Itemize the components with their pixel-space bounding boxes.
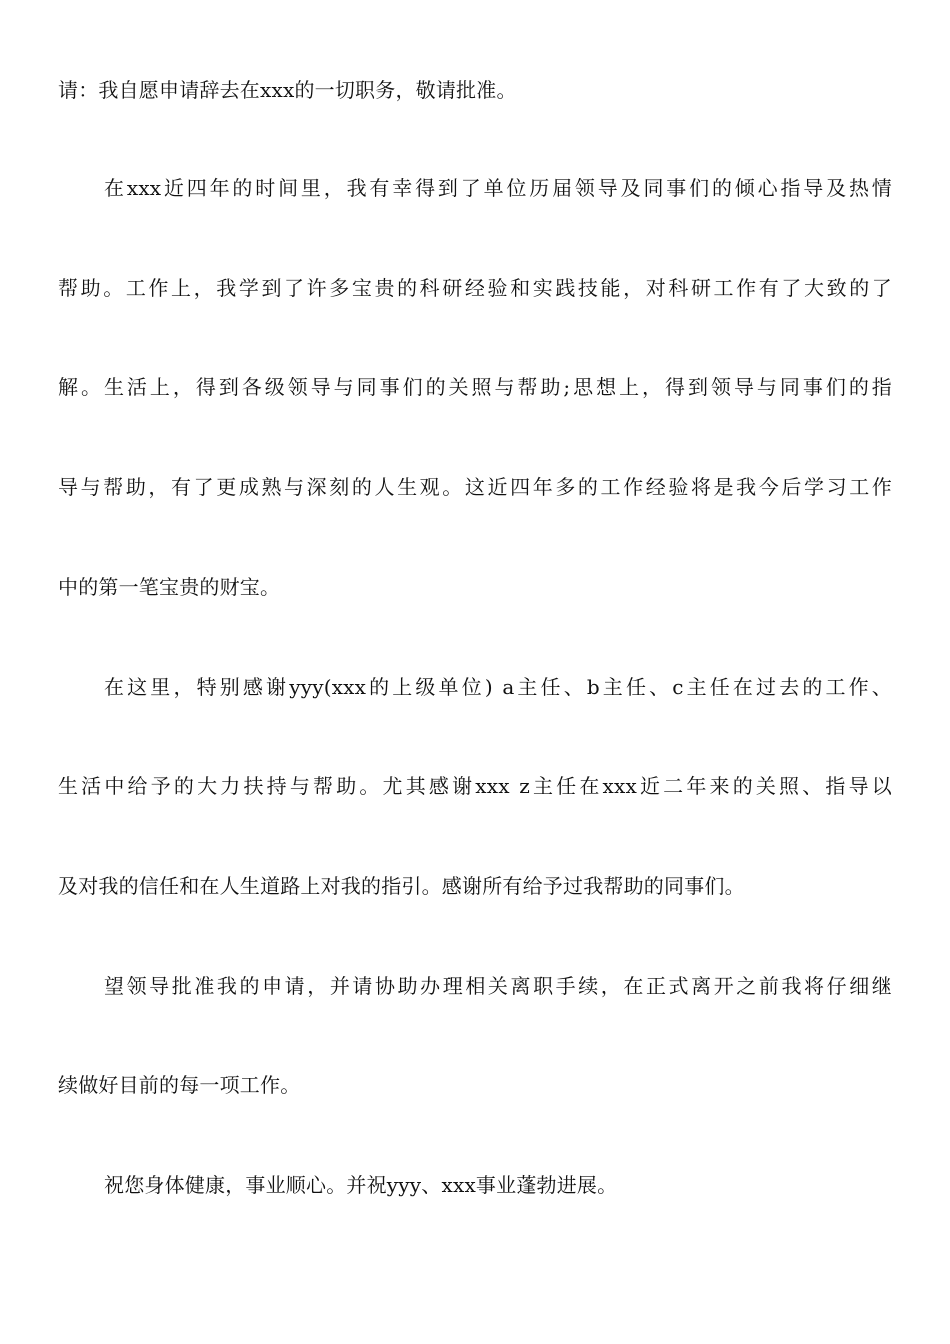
text-line-7: 在这里，特别感谢yyy(xxx的上级单位) a主任、b主任、c主任在过去的工作、 — [104, 675, 892, 699]
text-line-10: 望领导批准我的申请，并请协助办理相关离职手续，在正式离开之前我将仔细继 — [104, 974, 892, 998]
text-line-9: 及对我的信任和在人生道路上对我的指引。感谢所有给予过我帮助的同事们。 — [58, 874, 745, 898]
text-line-2: 在xxx近四年的时间里，我有幸得到了单位历届领导及同事们的倾心指导及热情 — [104, 176, 892, 200]
text-line-12: 祝您身体健康，事业顺心。并祝yyy、xxx事业蓬勃进展。 — [104, 1173, 618, 1197]
text-line-8: 生活中给予的大力扶持与帮助。尤其感谢xxx z主任在xxx近二年来的关照、指导以 — [58, 774, 892, 798]
text-line-5: 导与帮助，有了更成熟与深刻的人生观。这近四年多的工作经验将是我今后学习工作 — [58, 475, 892, 499]
text-line-6: 中的第一笔宝贵的财宝。 — [58, 575, 281, 599]
text-line-1: 请：我自愿申请辞去在xxx的一切职务，敬请批准。 — [58, 78, 517, 102]
text-line-11: 续做好目前的每一项工作。 — [58, 1073, 301, 1097]
text-line-3: 帮助。工作上，我学到了许多宝贵的科研经验和实践技能，对科研工作有了大致的了 — [58, 276, 892, 300]
text-line-4: 解。生活上，得到各级领导与同事们的关照与帮助;思想上，得到领导与同事们的指 — [58, 375, 892, 399]
